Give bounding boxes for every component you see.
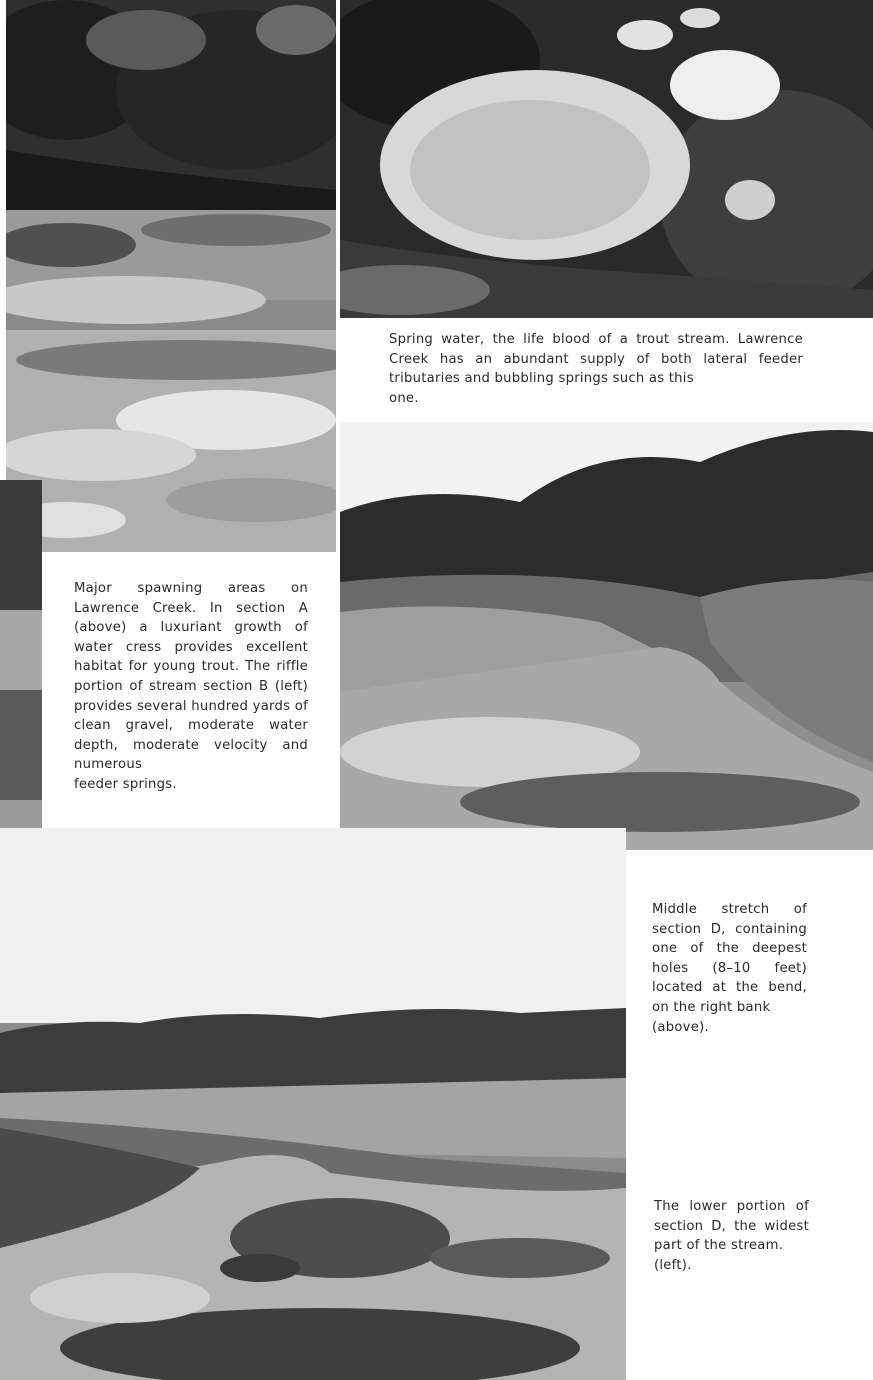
- photo-section-d-middle: [340, 422, 873, 850]
- caption-lower-portion: [654, 1197, 809, 1275]
- photo-section-d-lower: [0, 828, 626, 1380]
- caption-spawning-text: Major spawning areas on Lawrence Creek. In section A (above) a luxuriant growth of water cress provides excellent habitat for young trout. The riffle portion of stream section B (left) provides several hundred yards of clean gravel, moderate water depth, moderate velocity and numerous: [74, 581, 308, 773]
- caption-lower-last-line: (left).: [654, 1257, 692, 1273]
- caption-spawning-areas: [74, 579, 308, 795]
- caption-middle-stretch: [652, 900, 807, 1037]
- caption-middle-text: Middle stretch of section D, containing one of the deepest holes (8–10 feet) located at the bend, on the right bank: [652, 902, 807, 1015]
- caption-middle-last-line: (above).: [652, 1019, 709, 1035]
- caption-spring-water: [389, 330, 803, 408]
- photo-spring: [340, 0, 873, 318]
- photo-section-a-water-cress: [6, 0, 336, 552]
- caption-spring-last-line: one.: [389, 390, 419, 406]
- caption-lower-text: The lower portion of section D, the widest part of the stream.: [654, 1199, 809, 1254]
- caption-spawning-last-line: feeder springs.: [74, 776, 177, 792]
- caption-spring-text: Spring water, the life blood of a trout stream. Lawrence Creek has an abundant supply of both lateral feeder tributaries and bubbling springs such as this: [389, 332, 803, 387]
